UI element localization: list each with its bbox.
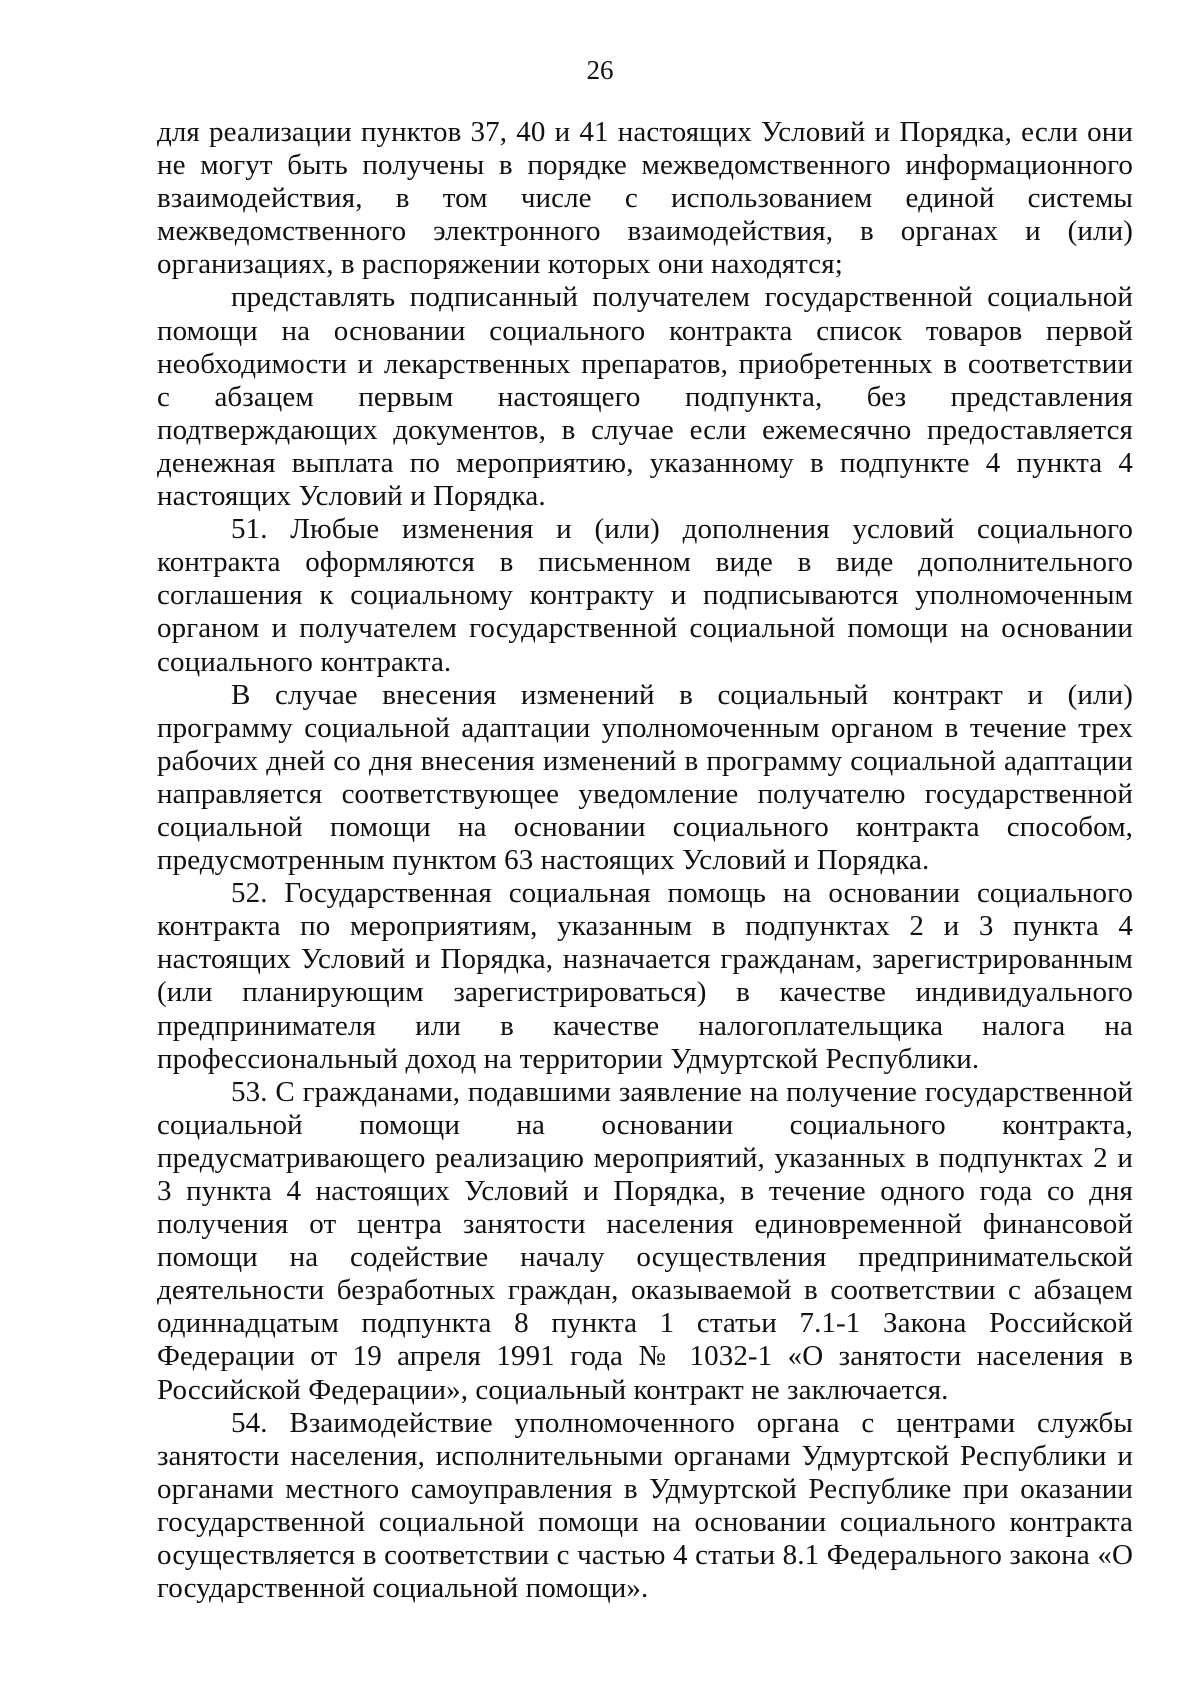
- paragraph-52: 52. Государственная социальная помощь на основании социального контракта по мероприятиям, указанным в подпунктах 2 и 3 пункта 4 настоящих Условий и Порядка, назначается гражданам, зарегистрированным (или планирующим зарегистрироваться) в качестве индивидуального предпринимателя или в качестве налогоплательщика налога на профессиональный доход на территории Удмуртской Республики.: [157, 877, 1133, 1075]
- paragraph-submit-list: представлять подписанный получателем государственной социальной помощи на основании социального контракта список товаров первой необходимости и лекарственных препаратов, приобретенных в соответствии с абзацем первым настоящего подпункта, без представления подтверждающих документов, в случае если ежемесячно предоставляется денежная выплата по мероприятию, указанному в подпункте 4 пункта 4 настоящих Условий и Порядка.: [157, 281, 1133, 513]
- document-body: [157, 116, 1133, 1605]
- paragraph-51: 51. Любые изменения и (или) дополнения условий социального контракта оформляются в письменном виде в виде дополнительного соглашения к социальному контракту и подписываются уполномоченным органом и получателем государственной социальной помощи на основании социального контракта.: [157, 513, 1133, 678]
- paragraph-continuation: для реализации пунктов 37, 40 и 41 настоящих Условий и Порядка, если они не могут быть получены в порядке межведомственного информационного взаимодействия, в том числе с использованием единой системы межведомственного электронного взаимодействия, в органах и (или) организациях, в распоряжении которых они находятся;: [157, 116, 1133, 281]
- page-number: 26: [586, 55, 614, 85]
- paragraph-53: 53. С гражданами, подавшими заявление на получение государственной социальной помощи на основании социального контракта, предусматривающего реализацию мероприятий, указанных в подпунктах 2 и 3 пункта 4 настоящих Условий и Порядка, в течение одного года со дня получения от центра занятости населения единовременной финансовой помощи на содействие началу осуществления предпринимательской деятельности безработных граждан, оказываемой в соответствии с абзацем одиннадцатым подпункта 8 пункта 1 статьи 7.1-1 Закона Российской Федерации от 19 апреля 1991 года № 1032-1 «О занятости населения в Российской Федерации», социальный контракт не заключается.: [157, 1075, 1133, 1406]
- paragraph-51-amendments: В случае внесения изменений в социальный контракт и (или) программу социальной адаптации уполномоченным органом в течение трех рабочих дней со дня внесения изменений в программу социальной адаптации направляется соответствующее уведомление получателю государственной социальной помощи на основании социального контракта способом, предусмотренным пунктом 63 настоящих Условий и Порядка.: [157, 678, 1133, 877]
- paragraph-54: 54. Взаимодействие уполномоченного органа с центрами службы занятости населения, исполнительными органами Удмуртской Республики и органами местного самоуправления в Удмуртской Республике при оказании государственной социальной помощи на основании социального контракта осуществляется в соответствии с частью 4 статьи 8.1 Федерального закона «О государственной социальной помощи».: [157, 1406, 1133, 1605]
